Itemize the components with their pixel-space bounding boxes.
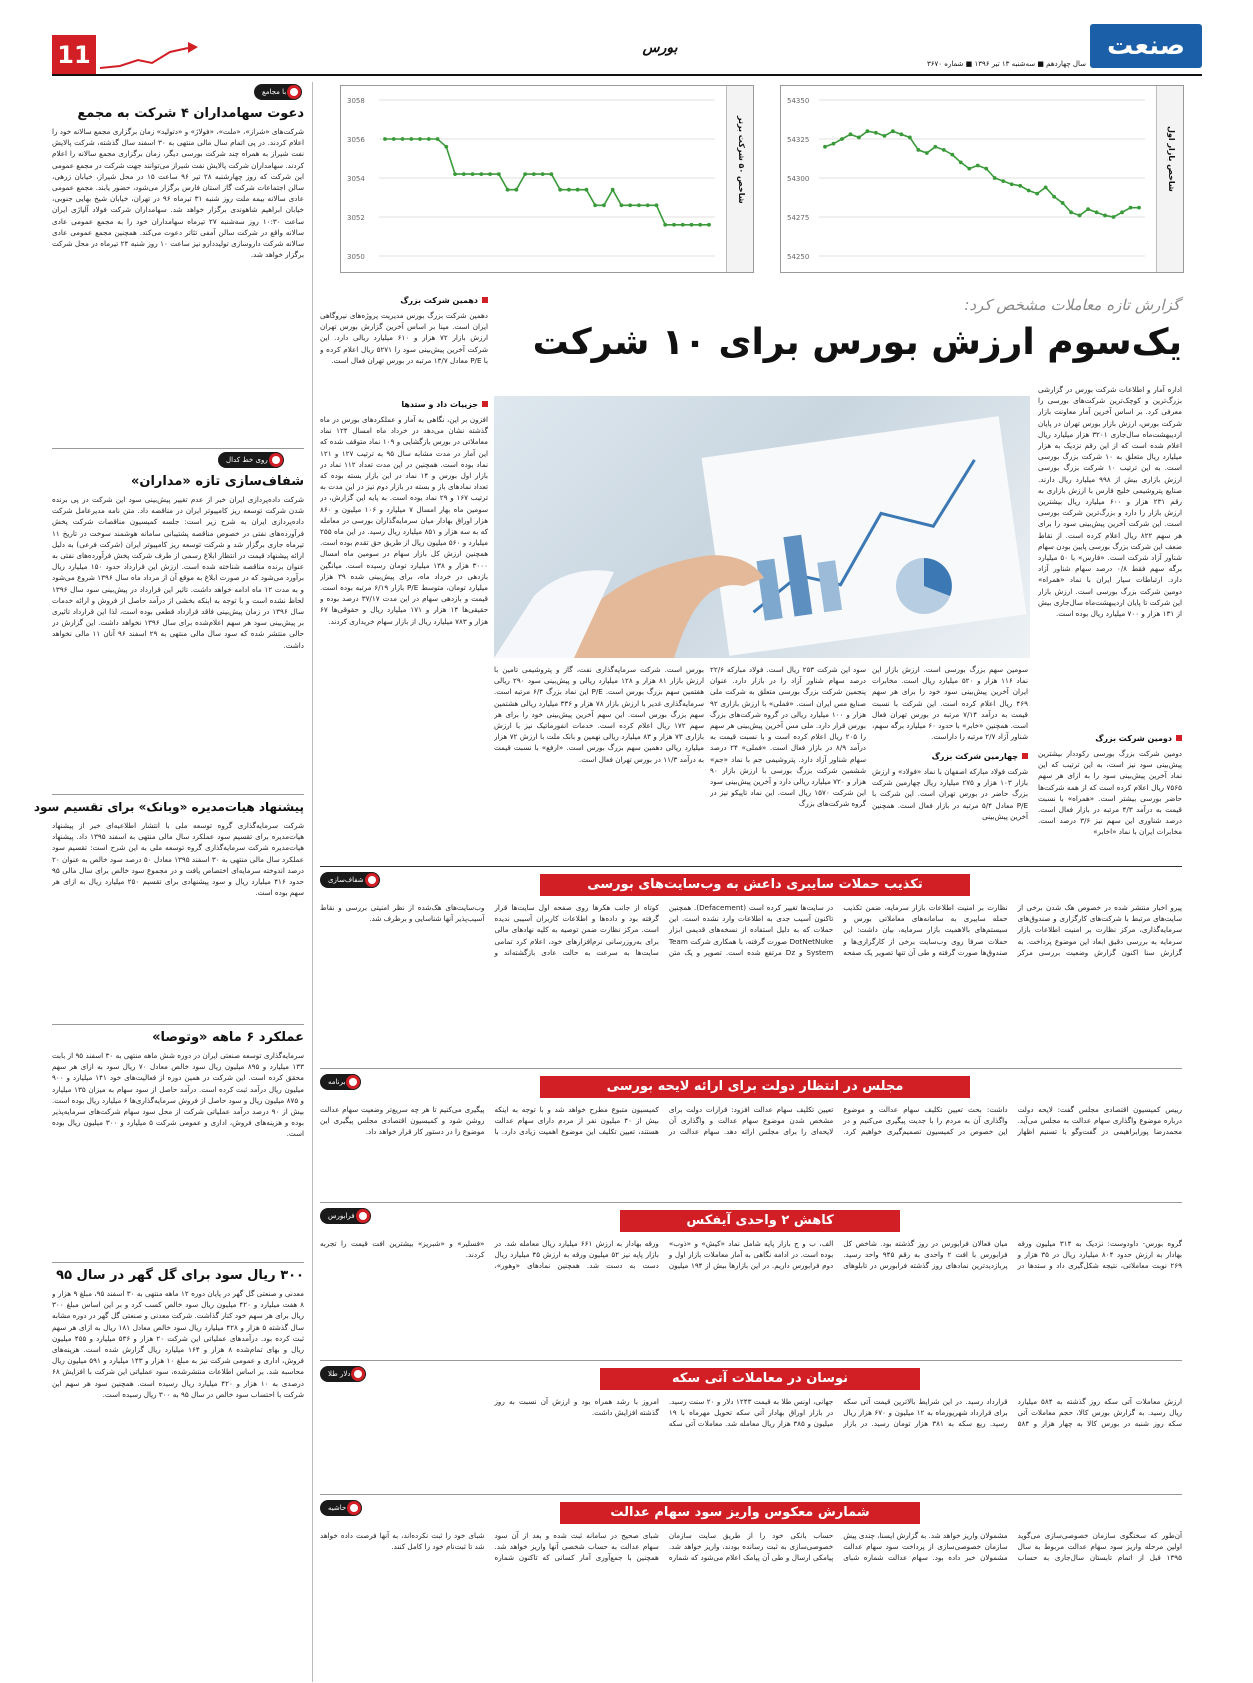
data-point (436, 137, 440, 141)
data-point (1052, 195, 1056, 199)
data-point (1129, 206, 1133, 210)
data-point (637, 203, 641, 207)
side-sub1 (320, 296, 488, 305)
data-point (993, 176, 997, 180)
y-tick-label: 54325 (787, 136, 810, 144)
tag-majame (254, 84, 302, 100)
masthead-rule (52, 74, 1202, 76)
main-col1-sub (1038, 734, 1182, 743)
series-line (385, 139, 709, 225)
divider (52, 794, 304, 795)
y-tick-label: 54275 (787, 214, 810, 222)
subhead: چهارمین شرکت بزرگ (931, 752, 1018, 761)
divider (52, 448, 304, 449)
tag-label: شفاف‌سازی (328, 876, 364, 884)
y-tick-label: 54250 (787, 253, 810, 261)
tag-label: حاشیه (328, 1504, 347, 1512)
side-col1: دهمین شرکت بزرگ بورس مدیریت پروژه‌های نیروگاهی ایران است. مپنا بر اساس آخرین گزارش بورس تهران ارزش بازار ۷۲ هزار و ۶۱۰ میلیارد ریالی دارد. این شرکت آخرین پیش‌بینی سود را ۵۲۷۱ ریال اعلام کرده و با P/E معادل ۱۳/۷ مرتبه در بورس تهران فعال است. (320, 311, 488, 365)
logo: صنعت (1090, 24, 1202, 68)
data-point (497, 172, 501, 176)
story-body: رییس کمیسیون اقتصادی مجلس گفت: لایحه دولت درباره موضوع واگذاری سهام عدالت به مجلس می‌آید. محمدرضا پورابراهیمی در گفت‌وگو با تسنیم اظهار داشت: بحث تعیین تکلیف سهام عدالت و موضوع واگذاری آن به مردم را با جدیت پیگیری می‌کنیم و در این خصوص در کمیسیون تصمیم‌گیری خواهیم کرد. تعیین تکلیف سهام عدالت افزود: قرارات دولت برای مشخص شدن موضوع سهام عدالت و واگذاری آن لایحه‌ای را برای مجلس ارائه دهد. سهام عدالت در کمیسیون متبوع مطرح خواهد شد و با توجه به اینکه بیش از ۴۰ میلیون نفر از مردم دارای سهام عدالت هستند، تعیین تکلیف این موضوع اهمیت زیادی دارد. با پیگیری می‌کنیم تا هر چه سریع‌تر وضعیت سهام عدالت روشن شود و کمیسیون اقتصادی مجلس پیگیری این موضوع را در دستور کار قرار خواهد داد. (320, 1105, 1182, 1137)
subhead: جزییات داد و ستدها (401, 400, 478, 409)
data-point (950, 153, 954, 157)
left-h3: پیشنهاد هیات‌مدیره «وبانک» برای تقسیم سود (33, 800, 304, 814)
data-point (908, 136, 912, 140)
left-h5: ۳۰۰ ریال سود برای گل گهر در سال ۹۵ (56, 1268, 304, 1283)
page-number-badge: 11 (52, 35, 96, 75)
story-body: گروه بورس- داودوست: نزدیک به ۳۱۴ میلیون ورقه بهادار به ارزش حدود ۸۰۴ میلیارد ریال در ۳۵ هزار و ۲۶۹ نوبت معاملاتی، نتیجه شکل‌گیری داد و ستدها در میان فعالان فرابورس در روز گذشته بود. شاخص کل فرابورس با افت ۲ واحدی به رقم ۹۴۵ واحد رسید. پربازدیدترین نمادهای روز گذشته فرابورس در تابلوهای الف، ب و ج بازار پایه شامل نماد «کیش» و «ذوب» بوده است. در ادامه نگاهی به آمار معاملات بازار اول و دوم فرابورس داریم. در این بازارها بیش از ۱۹۴ میلیون ورقه بهادار به ارزش ۶۶۱ میلیارد ریال معامله شد. در بازار پایه نیز ۵۲ میلیون ورقه به ارزش ۴۵ میلیارد ریال دست به دست شد. همچنین نمادهای «وهور»، «فسلیر» و «شبریز» بیشترین افت قیمت را تجربه کردند. (320, 1239, 1182, 1271)
left-h4: عملکرد ۶ ماهه «وتوصا» (152, 1030, 304, 1045)
bullet-icon (482, 401, 488, 407)
data-point (383, 137, 387, 141)
divider (52, 1024, 304, 1025)
data-point (444, 145, 448, 149)
data-point (549, 172, 553, 176)
left-p4: سرمایه‌گذاری توسعه صنعتی ایران در دوره شش ماهه منتهی به ۳۰ اسفند ۹۵ از بابت ۱۳۳ میلیارد و ۸۹۵ میلیون ریال سود خالص معادل ۷۰ ریال سود به ازای هر سهم محقق کرده است. این شرکت در همین دوره از فعالیت‌های خود ۱۴۱ میلیارد و ۹۰۰ میلیون ریال درآمد ثبت کرده است. درآمد حاصل از سود سهام به میزان ۱۳۵ میلیارد و ۸۷۵ میلیون ریال و سود حاصل از فروش سرمایه‌گذاری‌ها ۶ میلیارد ریال بوده است. بیش از ۹۰ درصد درآمد عملیاتی شرکت از محل سود سهام شرکت‌های سرمایه‌پذیر بوده و هزینه‌های فروش، اداری و عمومی شرکت ۵ میلیارد و ۳۰۰ میلیون ریال بوده است. (52, 1051, 304, 1139)
story-title: تکذیب حملات سایبری داعش به وب‌سایت‌های بورسی (540, 874, 970, 896)
data-point (409, 137, 413, 141)
divider (320, 1068, 1182, 1069)
data-point (933, 145, 937, 149)
main-kicker: گزارش تازه معاملات مشخص کرد: (964, 296, 1180, 314)
data-point (1095, 210, 1099, 214)
bullet-icon (482, 297, 488, 303)
data-point (401, 137, 405, 141)
data-point (984, 167, 988, 171)
data-point (690, 223, 694, 227)
y-tick-label: 3058 (347, 97, 365, 105)
data-point (558, 188, 562, 192)
chart-market-index (780, 85, 1184, 273)
tag-bullet-icon (287, 85, 301, 99)
story-tag (320, 1500, 362, 1516)
data-point (942, 148, 946, 152)
data-point (925, 151, 929, 155)
section-title: بورس (642, 40, 678, 56)
story-body: آن‌طور که سخنگوی سازمان خصوصی‌سازی می‌گوید اولین مرحله واریز سود سهام عدالت مربوط به سال ۱۳۹۵ قبل از اتمام تابستان سال‌جاری به حساب مشمولان واریز خواهد شد. به گزارش ایسنا، چندی پیش سازمان خصوصی‌سازی از پرداخت سود سهام عدالت مشمولان خبر داده بود. سهام عدالت شماره شبای حساب بانکی خود را از طریق سایت سازمان خصوصی‌سازی به ثبت رسانده بودند، واریز خواهد شد. پیامکی ارسال و طی آن پیامک اعلام می‌شود که شماره شبای صحیح در سامانه ثبت شده و بعد از آن سود سهام عدالت به حساب شخصی آنها واریز خواهد شد. همچنین با جمع‌آوری آمار کسانی که تاکنون شماره شبای خود را ثبت نکرده‌اند، به آنها فرصت داده خواهد شد تا ثبت‌نام خود را کامل کنند. (320, 1531, 1182, 1563)
data-point (672, 223, 676, 227)
data-point (1069, 210, 1073, 214)
data-point (916, 148, 920, 152)
tag-bullet-icon (351, 1367, 365, 1381)
tag-label: با مجامع (262, 88, 287, 96)
left-p3: شرکت سرمایه‌گذاری گروه توسعه ملی با انتشار اطلاعیه‌ای خبر از پیشنهاد هیات‌مدیره برای تقسیم سود عملکرد سال مالی منتهی به اسفند ۱۳۹۵ داد. پیشنهاد هیات‌مدیره شرکت سرمایه‌گذاری گروه توسعه ملی به این شرح است: تقسیم سود عملکرد سال مالی منتهی به ۳۰ اسفند ۱۳۹۵ معادل ۵۰ درصد سود خالص به عنوان ۲۰ درصد اندوخته سرمایه‌ای اختصاص یافت و در مجموع سود خالص برای سال مالی ۹۵ حدود ۴۱۶ میلیارد ریال و سود پیشنهادی برای تقسیم ۲۵۰ میلیارد ریال به ازای هر سهم بوده است. (52, 821, 304, 898)
data-point (479, 172, 483, 176)
data-point (891, 129, 895, 133)
y-tick-label: 3050 (347, 253, 365, 261)
chart-label-box (726, 86, 753, 272)
story-tag (320, 872, 380, 888)
story-title: کاهش ۲ واحدی آیفکس (620, 1210, 900, 1232)
data-point (1137, 206, 1141, 210)
data-point (655, 203, 659, 207)
y-tick-label: 54300 (787, 175, 810, 183)
story-tag (320, 1074, 361, 1090)
left-p5: معدنی و صنعتی گل گهر در پایان دوره ۱۲ ماهه منتهی به ۳۰ اسفند ۹۵، مبلغ ۹ هزار و ۸ هفت میلیارد و ۴۲۰ میلیون ریال سود خالص کسب کرد و بر این اساس مبلغ ۳۰۰ ریال برای هر سهم خود کنار گذاشت. شرکت معدنی و صنعتی گل گهر در دوره مشابه سال گذشته ۵ هزار و ۴۲۸ میلیارد ریال سود خالص معادل ۱۸۱ ریال به ازای هر سهم ثبت کرده بود. درآمدهای عملیاتی این شرکت ۲۰ هزار و ۵۳۶ میلیارد و ۴۵۵ میلیون ریال و بهای تمام‌شده ۸ هزار و ۱۶۴ میلیارد ریال گزارش شده است. هزینه‌های فروش، اداری و عمومی شرکت نیز به مبلغ ۱۰ هزار و ۱۴۳ میلیارد و ۵۹۱ میلیون ریال محاسبه شد. بر اساس اطلاعات منتشرشده، سود عملیاتی این شرکت با افزایش ۶۸ درصدی به ۱۰ هزار و ۴۲۰ میلیارد ریال رسیده است. همچنین سود هر سهم این شرکت با احتساب سود خالص در سال ۹۵ به ۳۰۰ ریال رسیده است. (52, 1289, 304, 1399)
data-point (1120, 210, 1124, 214)
y-tick-label: 3054 (347, 175, 365, 183)
data-point (1010, 182, 1014, 186)
data-point (959, 161, 963, 165)
data-point (967, 167, 971, 171)
data-point (541, 172, 545, 176)
data-point (1086, 207, 1090, 211)
data-point (514, 188, 518, 192)
tag-bullet-icon (347, 1501, 361, 1515)
data-point (1001, 179, 1005, 183)
data-point (576, 188, 580, 192)
data-point (874, 131, 878, 135)
data-point (523, 172, 527, 176)
main-col1: اداره آمار و اطلاعات شرکت بورس در گزارشی بزرگ‌ترین و کوچک‌ترین شرکت‌های بورسی را معرفی کرد. بر اساس آخرین آمار معاونت بازار شرکت بورس، ارزش بازار بورس تهران در پایان اردیبهشت‌ماه سال‌جاری ۳۲۰۱ هزار میلیارد ریال اعلام شده است که از این رقم نزدیک به هزار میلیارد ریال متعلق به ۱۰ شرکت بزرگ بورسی است. به این ترتیب ۱۰ شرکت بزرگ بورسی ارزش بازاری بیش از ۹۹۸ میلیارد ریال دارند. صنایع پتروشیمی خلیج فارس با ارزش بازاری به رقم ۲۳۱ هزار و ۶۰۰ میلیارد ریال بیشترین ارزش بازار را دارد و بزرگ‌ترین شرکت بورسی است. این شرکت آخرین پیش‌بینی سود را برای هر سهم ۸۲۲ ریال اعلام کرده است. از نقاط ضعف این شرکت بزرگ بورسی پایین بودن سهام شناور آزاد شرکت است. «فارس» با ۵۰ میلیارد برگه سهم فقط ۰/۸ درصد سهام شناور آزاد دارد. ارتباطات سیار ایران با نماد «همراه» دومین شرکت بزرگ بورسی است. ارزش بازار این شرکت تا پایان اردیبهشت‌ماه سال‌جاری بیش از ۱۳۱ هزار و ۷۰۰ میلیارد ریال بوده است. (1038, 385, 1182, 619)
divider (320, 866, 1182, 867)
data-point (593, 203, 597, 207)
data-point (663, 223, 667, 227)
data-point (1103, 214, 1107, 218)
tag-label: دلار طلا (328, 1370, 351, 1378)
data-point (832, 142, 836, 146)
hand-chart-photo (494, 396, 1030, 658)
bullet-icon (1022, 753, 1028, 759)
column-divider (312, 82, 313, 1682)
subhead: دهمین شرکت بزرگ (400, 296, 478, 305)
story-title: مجلس در انتظار دولت برای ارائه لایحه بورسی (540, 1076, 970, 1098)
data-point (883, 134, 887, 138)
data-point (840, 137, 844, 141)
data-point (462, 172, 466, 176)
data-point (646, 203, 650, 207)
arrow-up-icon (100, 38, 200, 72)
chart-title: شاخص بازار اول (1167, 126, 1176, 192)
divider (320, 1202, 1182, 1203)
data-point (849, 132, 853, 136)
data-point (857, 136, 861, 140)
data-point (1061, 201, 1065, 205)
main-headline: یک‌سوم ارزش بورس برای ۱۰ شرکت (532, 322, 1182, 363)
data-point (823, 145, 827, 149)
left-p1: شرکت‌های «شراز»، «ملت»، «فولاژ» و «دتولید» زمان برگزاری مجمع سالانه خود را اعلام کردند. در پی اتمام سال مالی منتهی به ۳۰ اسفند سال گذشته، شرکت پالایش نفت شیراز به همراه چند شرکت بورسی دیگر، زمان برگزاری مجمع سالانه را اعلام کردند. سهامداران شرکت پالایش نفت شیراز می‌توانند جهت شرکت در مجمع عمومی این شرکت که روز چهارشنبه ۲۸ تیر ۹۶ ساعت ۱۵ در محل شیراز، خیابان زرهی، سالن اجتماعات شرکت گاز استان فارس برگزار می‌شود، حضور یابند. مجمع عمومی عادی سالانه بیمه ملت روز شنبه ۳۱ تیرماه ۹۶ در تهران، خیابان شیخ بهایی جنوبی، خیابان ابراهیم شاهوندی برگزار خواهد شد. سهامداران شرکت فولاد آلیاژی ایران ساعت ۱۰:۳۰ روز سه‌شنبه ۲۷ تیرماه سهامداران خود را به مجمع عمومی عادی سالانه واقع در شرکت سالن آمفی تئاتر دعوت می‌کند. همچنین مجمع عمومی عادی سالانه شرکت داروسازی تولیددارو نیز ساعت ۱۰ روز شنبه ۲۴ تیرماه در محل شرکت برگزار خواهد شد. (52, 127, 304, 260)
main-col3: سود این شرکت ۲۵۳ ریال است. فولاد مبارکه ۲۲/۶ درصد سهام شناور آزاد را در بازار دارد. عنوان پنجمین شرکت بزرگ بورسی متعلق به شرکت ملی صنایع مس ایران است. «فملی» با ارزش بازاری ۹۲ هزار و ۱۰۰ میلیارد ریالی در گروه شرکت‌های بزرگ بورس قرار دارد. ملی مس آخرین پیش‌بینی هر سهم را ۲۰۵ ریال اعلام کرده است و با نسبت قیمت به درآمد ۸/۹ در بازار فعال است. «فملی» ۲۴ درصد سهام شناور آزاد دارد. پتروشیمی جم با نماد «جم» ششمین شرکت بزرگ بورسی با ارزش بازار ۹۰ هزار و ۷۲۰ میلیارد ریالی دارد و آخرین پیش‌بینی سود این شرکت ۱۵۷۰ ریال است. این نماد تاپیکو نیز در گروه شرکت‌های بزرگ (710, 665, 866, 809)
issue-info: سال چهاردهم ■ سه‌شنبه ۱۳ تیر ۱۳۹۶ ■ شماره ۳۶۷۰ (927, 60, 1086, 68)
chart-top50-index (340, 85, 754, 273)
story-body: ارزش معاملات آتی سکه روز گذشته به ۵۸۴ میلیارد ریال رسید. به گزارش بورس کالا، حجم معاملات آتی سکه روز شنبه در بورس کالا به چهار هزار و ۵۸۴ قرارداد رسید. در این شرایط بالاترین قیمت آتی سکه برای قرارداد شهریورماه به ۱۲ میلیون و ۶۷۰ هزار ریال رسید. ربع سکه به ۳۸۱ هزار تومان رسید. در بازار جهانی، اونس طلا به قیمت ۱۲۴۳ دلار و ۲۰ سنت رسید. در بازار اوراق بهادار آتی سکه تحویل مهرماه با ۱۹ میلیون و ۳۸۵ هزار ریال معامله شد. معاملات آتی سکه امروز با رشد همراه بود و ارزش آن نسبت به روز گذشته افزایش داشت. (494, 1397, 1182, 1429)
data-point (392, 137, 396, 141)
divider (320, 1494, 1182, 1495)
data-point (866, 129, 870, 133)
masthead (0, 0, 1253, 80)
tag-label: برنامه (328, 1078, 346, 1086)
data-point (976, 164, 980, 168)
tag-bullet-icon (346, 1075, 360, 1089)
tag-label: فرابورس (328, 1212, 355, 1220)
data-point (488, 172, 492, 176)
main-col2-sub (872, 752, 1028, 761)
chart-plot (345, 90, 723, 266)
main-col4: بورس است. شرکت سرمایه‌گذاری نفت، گاز و پتروشیمی تامین با ارزش بازار ۸۱ هزار و ۱۲۸ میلیارد ریالی و پیش‌بینی سود ۲۹۰ ریالی هفتمین سهم بزرگ بورس است. P/E این نماد بزرگ ۶/۴ مرتبه است. سرمایه‌گذاری غدیر با ارزش بازار ۷۸ هزار و ۳۳۶ میلیارد ریالی هشتمین سهم بزرگ بورس است. این سهم آخرین پیش‌بینی خود را برای هر سهم ۱۷۲ ریال اعلام کرده است. خدمات انفورماتیک نیز با ارزش بازاری ۷۳ هزار و ۸۳ میلیارد ریالی نهمین و بانک ملت با ارزش ۷۲ هزار میلیارد ریالی دهمین سهم بزرگ بورس است. «ارفع» با نسبت قیمت به درآمد ۱۱/۳ در بورس تهران فعال است. (494, 665, 704, 764)
data-point (1035, 192, 1039, 196)
side-sub2 (320, 400, 488, 409)
data-point (698, 223, 702, 227)
main-col1b: دومین شرکت بزرگ بورسی رکوددار بیشترین پیش‌بینی سود نیز است، به این ترتیب که این نماد آخرین پیش‌بینی سود را به ازای هر سهم ۷۵۶۵ ریال اعلام کرده است که از همه شرکت‌ها حاضر بورسی بیشتر است. «همراه» با نسبت قیمت به درآمد ۴/۳ مرتبه در بازار فعال است. درصد شناوری این سهم نیز ۳/۶ درصد است. مخابرات ایران با نماد «اخابر» (1038, 749, 1182, 837)
data-point (707, 223, 711, 227)
tag-codal (218, 452, 284, 468)
data-point (453, 172, 457, 176)
left-h2: شفاف‌سازی تازه «مداران» (130, 474, 304, 489)
photo-illustration (494, 396, 1030, 658)
data-point (602, 203, 606, 207)
data-point (567, 188, 571, 192)
divider (52, 1262, 304, 1263)
data-point (899, 132, 903, 136)
data-point (427, 137, 431, 141)
data-point (1078, 214, 1082, 218)
subhead: دومین شرکت بزرگ (1095, 734, 1172, 743)
story-title: شمارش معکوس واریز سود سهام عدالت (560, 1502, 920, 1524)
divider (320, 1360, 1182, 1361)
data-point (628, 203, 632, 207)
main-col2: سومین سهم بزرگ بورسی است. ارزش بازار این نماد ۱۱۶ هزار و ۵۲۰ میلیارد ریال است. مخابرات ایران آخرین پیش‌بینی سود خود را برای هر سهم ۴۶۹ ریال اعلام کرده است. این شرکت با نسبت قیمت به درآمد ۷/۱۴ مرتبه در بورس تهران فعال است. همچنین «خابر» با حدود ۶۰ میلیارد برگه سهم، شناور آزاد ۲/۷ مرتبه را داراست. (872, 665, 1028, 742)
tag-bullet-icon (365, 873, 379, 887)
y-tick-label: 3056 (347, 136, 365, 144)
tag-bullet-icon (269, 453, 283, 467)
story-body: پیرو اخبار منتشر شده در خصوص هک شدن برخی از سایت‌های مرتبط با شرکت‌های کارگزاری و صندوق‌های سرمایه‌گذاری، مرکز نظارت بر امنیت اطلاعات بازار سرمایه به بررسی دقیق ابعاد این موضوع پرداخت. به گزارش سنا اکنون گزارش وضعیت بررسی مرکز نظارت بر امنیت اطلاعات بازار سرمایه، ضمن تکذیب حمله سایبری به سامانه‌های معاملاتی بورس و سیستم‌های بالاهمیت بازار سرمایه، بیان داشت: این حملات صرفا روی وب‌سایت برخی از کارگزاری‌ها و صندوق‌ها صورت گرفته و طی آن تنها تصویر یک صفحه در سایت‌ها تغییر کرده است (Defacement). همچنین تاکنون آسیب جدی به اطلاعات وارد نشده است. این حملات که به دلیل استفاده از نسخه‌های قدیمی ابزار DotNetNuke صورت گرفته، با همکاری شرکت Team System و Dz مرتفع شده است. تصویر و یک متن کوتاه از جانب هکرها روی صفحه اول سایت‌ها قرار گرفته بود و داده‌ها و اطلاعات کاربران آسیبی ندیده است. مرکز نظارت ضمن توصیه به کلیه نهادهای مالی برای به‌روزرسانی نرم‌افزارهای خود، اعلام کرد تمامی سایت‌ها به سرعت به حالت عادی بازگشته‌اند و وب‌سایت‌های هک‌شده از نظر امنیتی بررسی و نقاط آسیب‌پذیر آنها شناسایی و برطرف شد. (320, 903, 1182, 957)
story-tag (320, 1366, 366, 1382)
data-point (681, 223, 685, 227)
tag-bullet-icon (356, 1209, 370, 1223)
data-point (1018, 184, 1022, 188)
series-line (825, 131, 1139, 217)
chart-title: شاخص ۵۰ شرکت برتر (737, 116, 746, 204)
bullet-icon (1176, 735, 1182, 741)
data-point (1044, 185, 1048, 189)
y-tick-label: 3052 (347, 214, 365, 222)
main-col2b: شرکت فولاد مبارکه اصفهان با نماد «فولاد» و ارزش بازار ۱۰۳ هزار و ۲۷۵ میلیارد ریال چهارمین شرکت بزرگ حاضر در بورس تهران است. این شرکت با P/E معادل ۵/۴ مرتبه در بازار فعال است. همچنین آخرین پیش‌بینی (872, 767, 1028, 821)
data-point (611, 188, 615, 192)
story-tag (320, 1208, 371, 1224)
data-point (1027, 189, 1031, 193)
side-col2: افزون بر این، نگاهی به آمار و عملکردهای بورس در ماه گذشته نشان می‌دهد در خرداد ماه امسال ۱۲۴ نماد معاملاتی در بورس بازگشایی و ۱۰۹ نماد متوقف شده که این آمار در مدت مشابه سال ۹۵ به ترتیب ۱۲۷ و ۱۲۱ نماد بوده است. همچنین در این مدت تعداد ۱۱۲ نماد در بازار اول بورس و ۱۴ نماد در این بازار بسته بوده که تعداد نمادهای باز و بسته در بازار دوم نیز در این مدت به ترتیب ۱۶۷ و ۲۹ نماد بوده است. به پایه این گزارش، در سومین ماه بهار امسال ۷ میلیارد و ۱۰۶ میلیون و ۸۶۰ هزار اوراق بهادار میان سرمایه‌گذاران بورسی در معامله که به سه هزار و ۸۵۱ میلیارد ریال رسید. در این ماه ۲۵۵ میلیارد و ۵۶۰ میلیون ریال از طریق حق تقدم بوده است. همچنین ارزش کل بازار سهام در سومین ماه امسال ۳۰۰۰ هزار و ۱۳۸ میلیارد تومان رسیده است. میانگین بازدهی در خرداد ماه، برای پیش‌بینی شده ۳۹ هزار میلیارد تومان، متوسط P/E بازار ۶/۱۹ مرتبه بوده است. قیمت و بازدهی سهام در این مدت ۳۷/۱۷ درصد بوده و حقیقی‌ها ۱۴ هزار و ۱۷۱ میلیارد ریال و حقوقی‌ها ۶۷ هزار و ۷۸۳ میلیارد ریال از بازار سهام خریداری کردند. (320, 415, 488, 626)
data-point (620, 203, 624, 207)
y-tick-label: 54350 (787, 97, 810, 105)
tag-label: روی خط کدال (226, 456, 268, 464)
left-p2: شرکت داده‌پردازی ایران خبر از عدم تغییر پیش‌بینی سود این شرکت در پی برنده شدن شرکت توسعه ریز کامپیوتر ایران در مناقصه داد. متن نامه مدیرعامل شرکت داده‌پردازی ایران به شرح زیر است: جلسه کمیسیون مناقصات شرکت پخش فرآورده‌های نفتی در خصوص مناقصه پشتیبانی سامانه هوشمند سوخت در تاریخ ۱۱ تیرماه جاری برگزار شد و شرکت توسعه ریز کامپیوتر ایران (شرکت فرعی) به دلیل ارائه پیشنهاد قیمت در انتظار ابلاغ رسمی از طرف شرکت پخش فرآورده‌های نفتی به عنوان برنده مناقصه شناخته شده است. ارزش این قرارداد حدود ۱۵۰ میلیارد ریال برآورد می‌شود که در صورت ابلاغ به موقع آن از مرداد ماه سال ۱۳۹۶ شروع می‌شود و به مدت ۱۲ ماه ادامه خواهد داشت. تاثیر این قرارداد در پیش‌بینی سود سال ۱۳۹۶ لحاظ نشده است و با توجه به اینکه بخشی از درآمد حاصل از فروش و ارائه خدمات سال ۱۳۹۶ در زمان پیش‌بینی فاقد قرارداد قطعی بوده است، لذا این قرارداد تاثیری بر پیش‌بینی سود هر سهم اعلام‌شده برای سال ۱۳۹۶ نخواهد داشت. این گزارش در حالی منتشر شده که سود سال مالی منتهی به ۲۹ اسفند ۹۶ آنان ۱۱ مالی نخواهد داشت. (52, 495, 304, 650)
data-point (506, 188, 510, 192)
data-point (1112, 215, 1116, 219)
chart-plot (785, 90, 1153, 266)
data-point (418, 137, 422, 141)
data-point (471, 172, 475, 176)
data-point (585, 188, 589, 192)
left-h1: دعوت سهامداران ۴ شرکت به مجمع (77, 106, 304, 121)
data-point (532, 172, 536, 176)
chart-label-box (1156, 86, 1183, 272)
story-title: نوسان در معاملات آتی سکه (600, 1368, 920, 1390)
